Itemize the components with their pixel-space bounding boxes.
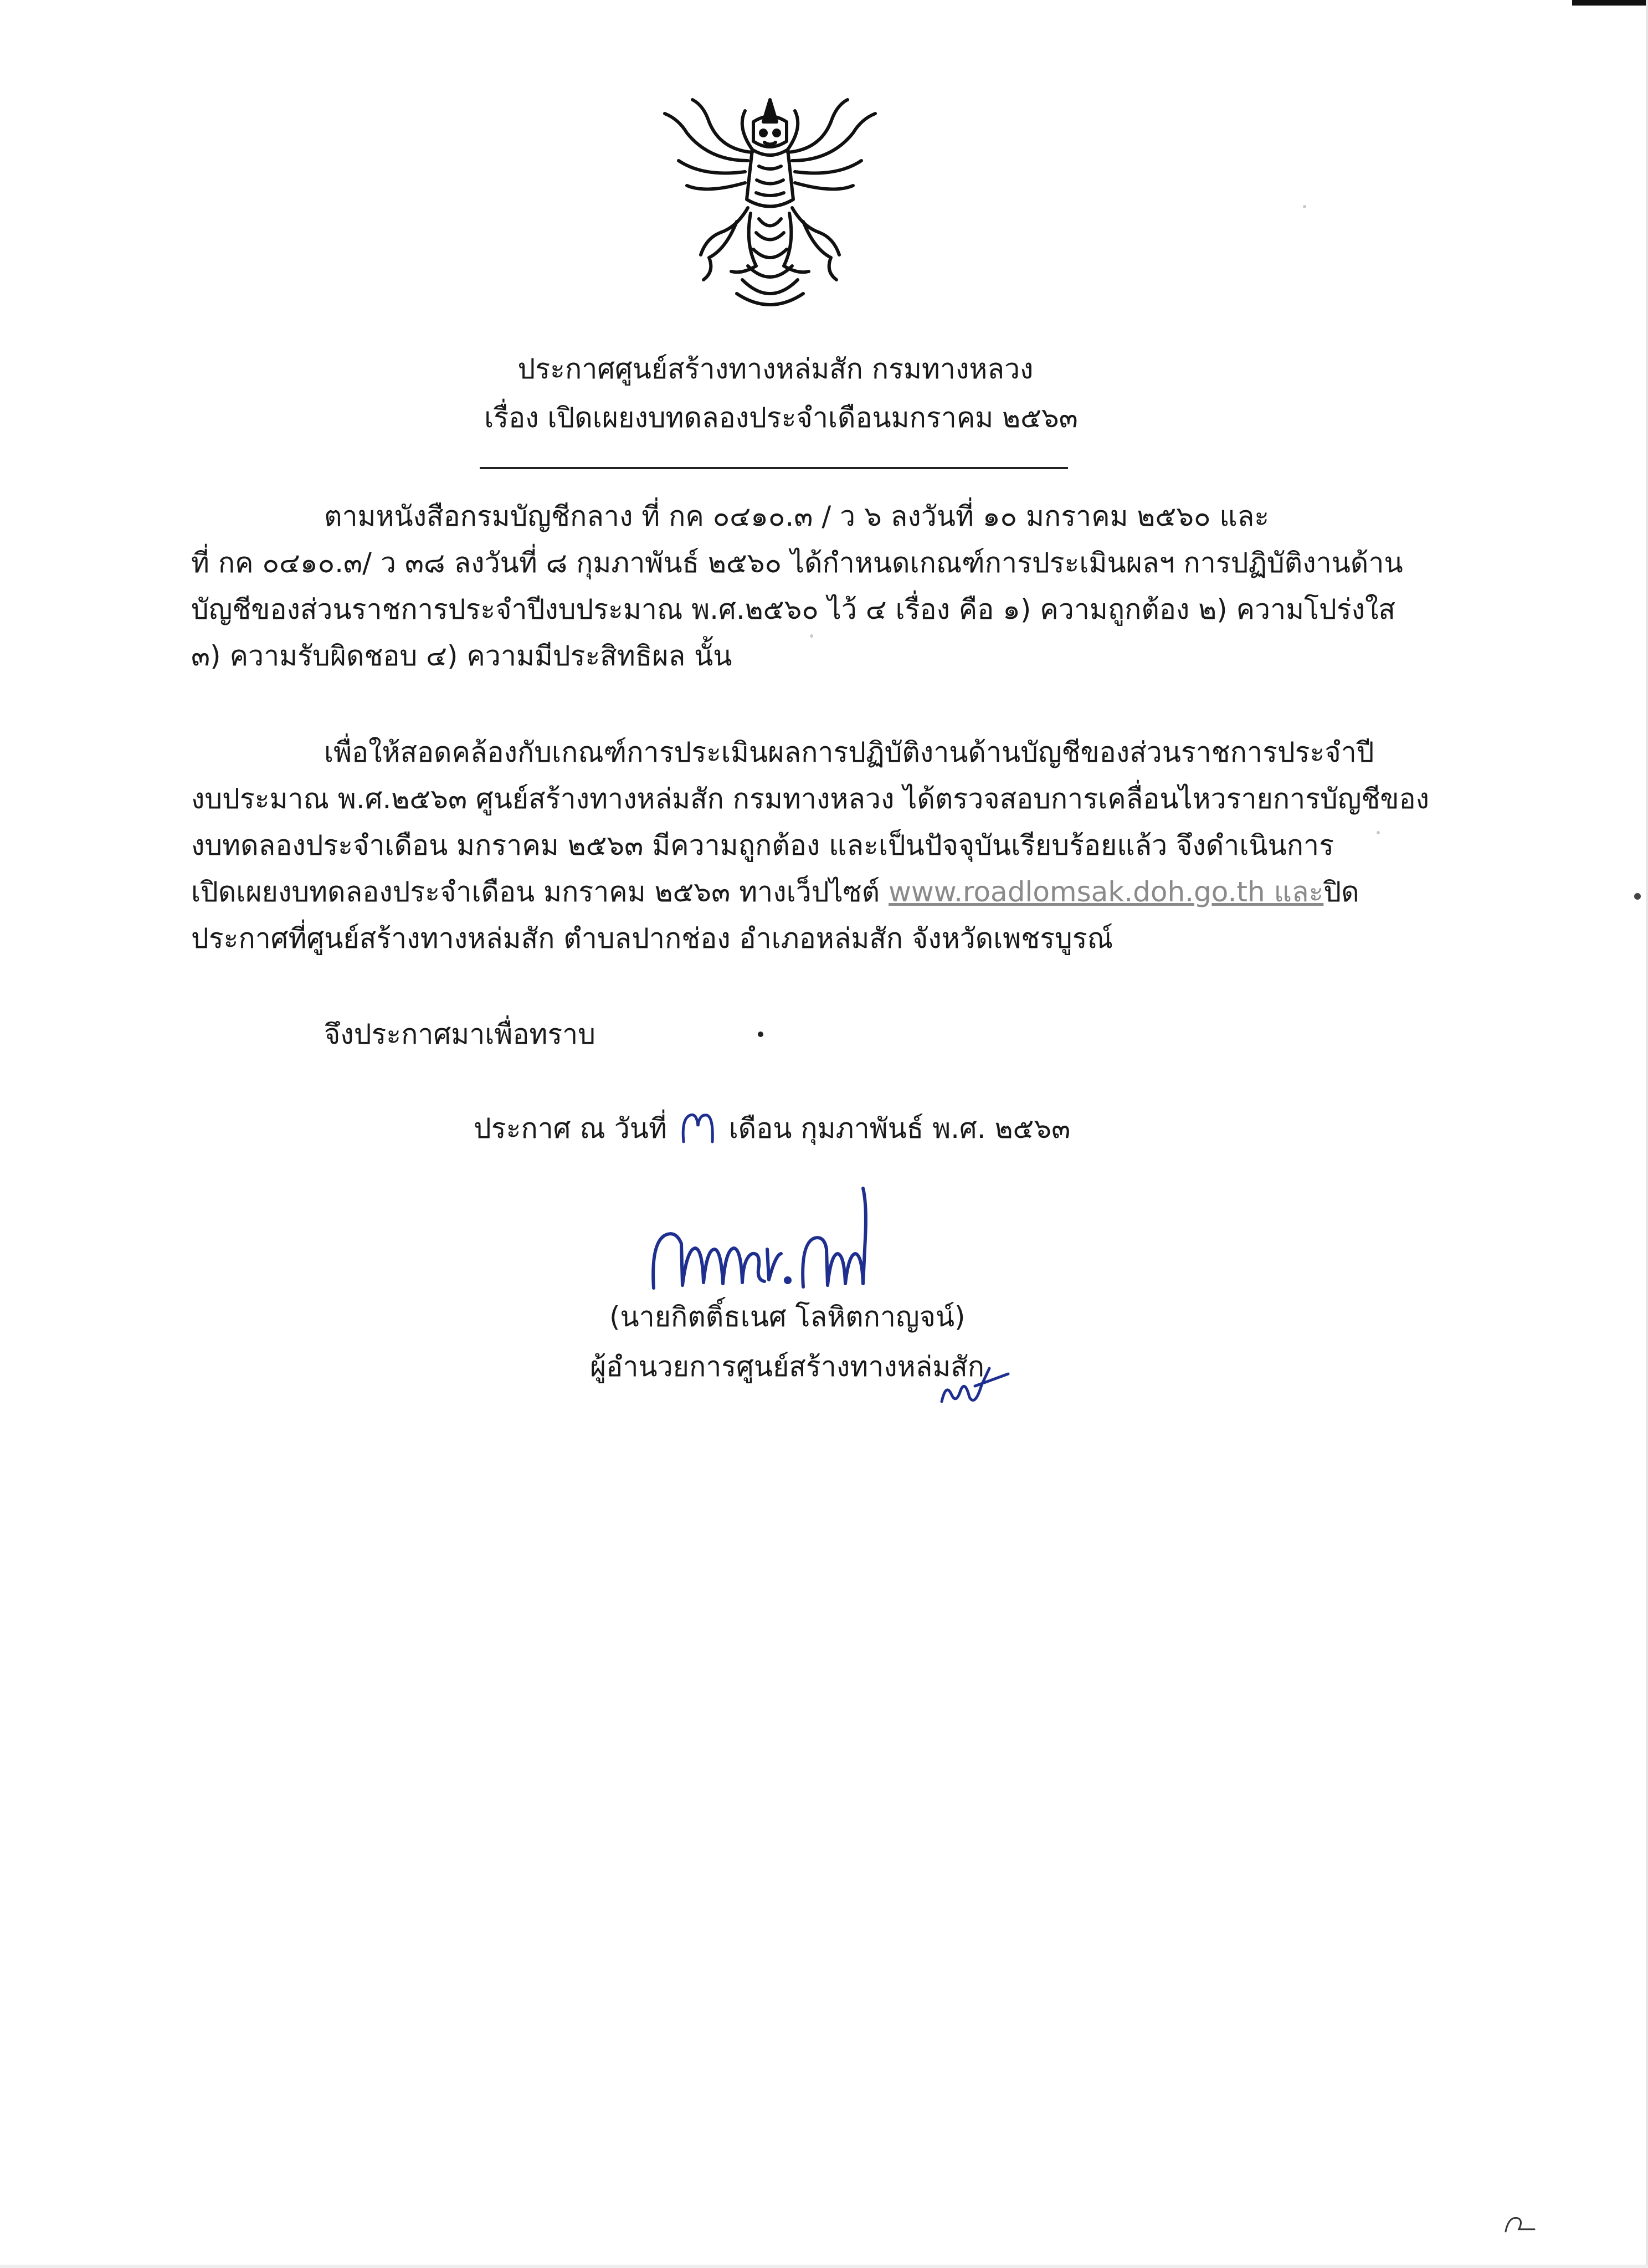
- announcement-subject: เรื่อง เปิดเผยงบทดลองประจำเดือนมกราคม ๒๕๖๓: [484, 402, 1078, 434]
- handwritten-signature: [643, 1183, 886, 1305]
- closing-statement: จึงประกาศมาเพื่อทราบ: [324, 1018, 595, 1050]
- handwritten-day-mark: [676, 1107, 720, 1147]
- paragraph-line: งบประมาณ พ.ศ.๒๕๖๓ ศูนย์สร้างทางหล่มสัก กรมทางหลวง ได้ตรวจสอบการเคลื่อนไหวรายการบัญชีของ: [191, 783, 1430, 815]
- paragraph-line: ประกาศที่ศูนย์สร้างทางหล่มสัก ตำบลปากช่อง อำเภอหล่มสัก จังหวัดเพชรบูรณ์: [191, 922, 1113, 955]
- scan-edge-bottom: [0, 2265, 1648, 2268]
- announcement-title: ประกาศศูนย์สร้างทางหล่มสัก กรมทางหลวง: [517, 353, 1034, 385]
- handwritten-initials: [936, 1352, 1014, 1413]
- announcement-date: [474, 1105, 1070, 1152]
- announcement-header: [388, 345, 1163, 442]
- scan-speck: [1303, 205, 1306, 208]
- paragraph-line: ๓) ความรับผิดชอบ ๔) ความมีประสิทธิผล นั้น: [191, 640, 732, 672]
- line-text: เปิดเผยงบทดลองประจำเดือน มกราคม ๒๕๖๓ ทางเว็ปไซต์: [191, 876, 889, 908]
- line-text: ปิด: [1323, 876, 1359, 908]
- paragraph-line-with-link: [191, 869, 1360, 915]
- scan-speck: [810, 634, 813, 638]
- date-prefix: ประกาศ ณ วันที่: [474, 1112, 676, 1145]
- garuda-emblem: [654, 89, 886, 321]
- scan-speck: [1634, 893, 1641, 900]
- scan-speck: [758, 1032, 763, 1037]
- signatory-name: (นายกิตติ์ธเนศ โลหิตกาญจน์): [609, 1301, 966, 1333]
- signatory-title: ผู้อำนวยการศูนย์สร้างทางหล่มสัก: [590, 1351, 985, 1383]
- paragraph-disclosure: [191, 729, 1430, 962]
- pencil-mark: [1501, 2210, 1540, 2238]
- header-divider: [480, 467, 1068, 469]
- website-link[interactable]: www.roadlomsak.doh.go.th และ: [889, 876, 1324, 908]
- paragraph-reference: [191, 493, 1403, 679]
- scan-speck: [1377, 831, 1380, 834]
- paragraph-line: เพื่อให้สอดคล้องกับเกณฑ์การประเมินผลการปฏิบัติงานด้านบัญชีของส่วนราชการประจำปี: [324, 736, 1374, 768]
- paragraph-line: บัญชีของส่วนราชการประจำปีงบประมาณ พ.ศ.๒๕๖๐ ไว้ ๔ เรื่อง คือ ๑) ความถูกต้อง ๒) ความโปร่งใส: [191, 593, 1395, 625]
- date-suffix: เดือน กุมภาพันธ์ พ.ศ. ๒๕๖๓: [720, 1112, 1071, 1145]
- paragraph-line: ที่ กค ๐๔๑๐.๓/ ว ๓๘ ลงวันที่ ๘ กุมภาพันธ์ ๒๕๖๐ ได้กำหนดเกณฑ์การประเมินผลฯ การปฏิบัติงานด้าน: [191, 547, 1403, 579]
- scan-corner-mark: [1572, 0, 1648, 6]
- paragraph-line: ตามหนังสือกรมบัญชีกลาง ที่ กค ๐๔๑๐.๓ / ว ๖ ลงวันที่ ๑๐ มกราคม ๒๕๖๐ และ: [324, 500, 1270, 532]
- paragraph-line: งบทดลองประจำเดือน มกราคม ๒๕๖๓ มีความถูกต้อง และเป็นปัจจุบันเรียบร้อยแล้ว จึงดำเนินการ: [191, 829, 1334, 861]
- scan-edge: [1646, 0, 1648, 2268]
